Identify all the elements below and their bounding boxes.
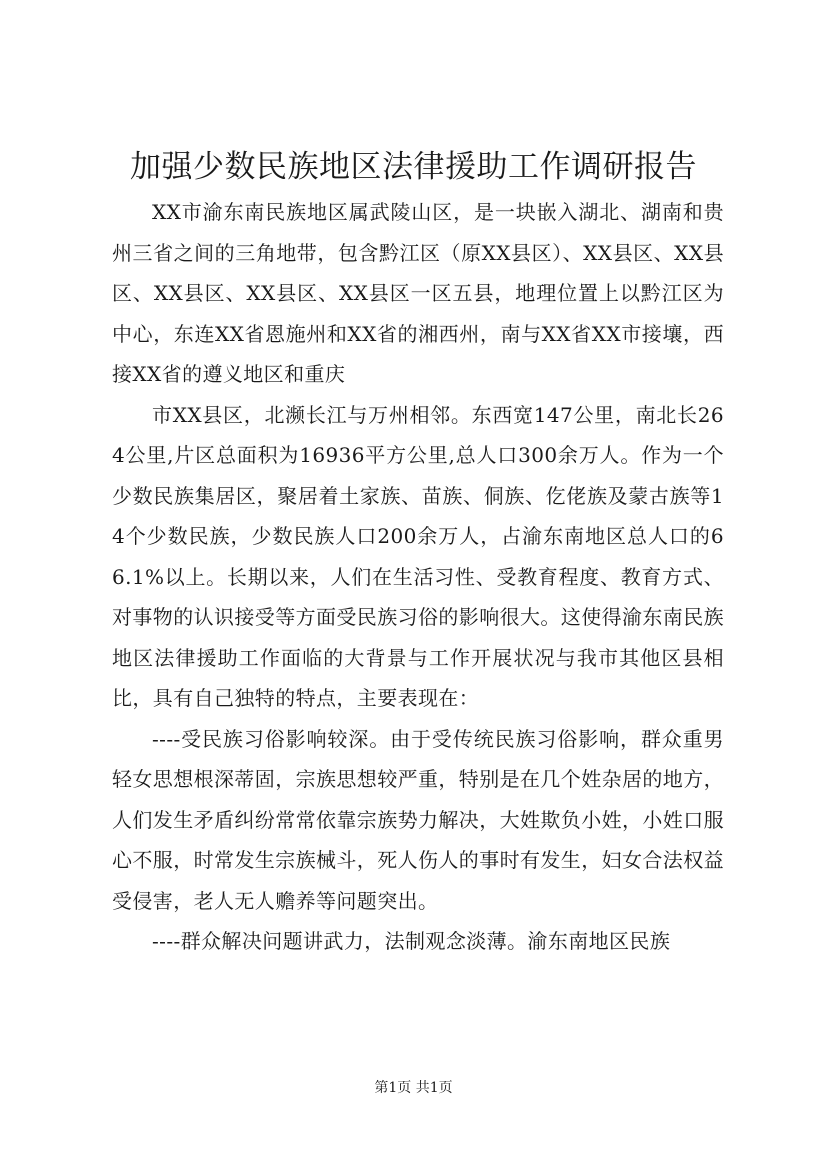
paragraph-2: 市XX县区，北濒长江与万州相邻。东西宽147公里，南北长264公里,片区总面积为16936平方公里,总人口300余万人。作为一个少数民族集居区，聚居着土家族、苗族、侗族、仡佬族及蒙古族等14个少数民族，少数民族人口200余万人，占渝东南地区总人口的66.1%以上。长期以来，人们在生活习性、受教育程度、教育方式、对事物的认识接受等方面受民族习俗的影响很大。这使得渝东南民族地区法律援助工作面临的大背景与工作开展状况与我市其他区县相比，具有自己独特的特点，主要表现在： <box>112 402 724 710</box>
document-title: 加强少数民族地区法律援助工作调研报告 <box>130 149 697 185</box>
page-footer: 第1页 共1页 <box>374 1080 453 1096</box>
document-body <box>112 192 724 962</box>
paragraph-4: ----群众解决问题讲武力，法制观念淡薄。渝东南地区民族 <box>152 929 671 953</box>
paragraph-3: ----受民族习俗影响较深。由于受传统民族习俗影响，群众重男轻女思想根深蒂固，宗族思想较严重，特别是在几个姓杂居的地方，人们发生矛盾纠纷常常依靠宗族势力解决，大姓欺负小姓，小姓口服心不服，时常发生宗族械斗，死人伤人的事时有发生，妇女合法权益受侵害，老人无人赡养等问题突出。 <box>112 726 724 913</box>
paragraph-1: XX市渝东南民族地区属武陵山区，是一块嵌入湖北、湖南和贵州三省之间的三角地带，包含黔江区（原XX县区）、XX县区、XX县区、XX县区、XX县区、XX县区一区五县，地理位置上以黔江区为中心，东连XX省恩施州和XX省的湘西州，南与XX省XX市接壤，西接XX省的遵义地区和重庆 <box>112 200 724 386</box>
